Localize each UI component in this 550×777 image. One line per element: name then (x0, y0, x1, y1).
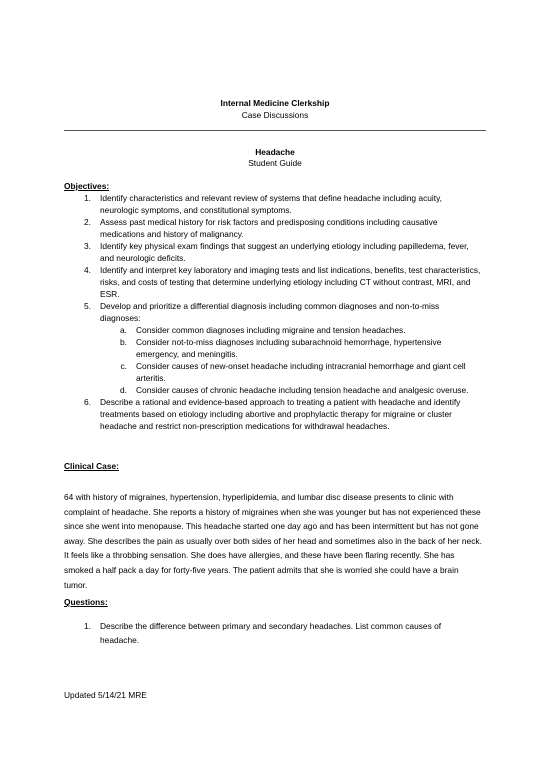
objective-item (84, 264, 482, 300)
objective-text: Identify key physical exam findings that suggest an underlying etiology including papilledema, fever, and neurologic deficits. (100, 241, 469, 263)
question-number: 1. (84, 621, 91, 631)
clinical-case-text: 64 with history of migraines, hypertension, hyperlipidemia, and lumbar disc disease presents to clinic with complaint of headache. She reports a history of migraines when she was younger but has not experienced these since she went into menopause. This headache started one day ago and has been intermittent but has not gone away. She describes the pain as usually over both sides of her head and sometimes also in the back of her neck. It feels like a throbbing sensation. She does have allergies, and these have been flaring recently. She has smoked a half pack a day for forty-five years. The patient admits that she is worried she could have a brain tumor. (64, 492, 482, 590)
objective-number: 4. (84, 265, 91, 275)
objective-item (84, 192, 482, 216)
clinical-case-heading: Clinical Case: (64, 461, 119, 471)
differential-sublist (100, 324, 482, 396)
header-divider (64, 130, 486, 131)
subobjective-item (120, 384, 482, 396)
clerkship-title: Internal Medicine Clerkship (220, 98, 330, 108)
subobjective-letter: a. (120, 325, 127, 335)
questions-list (64, 619, 482, 647)
objective-number: 6. (84, 397, 91, 407)
subobjective-text: Consider causes of chronic headache including tension headache and analgesic overuse. (136, 385, 469, 395)
subobjective-letter: d. (120, 385, 127, 395)
subobjective-text: Consider causes of new-onset headache including intracranial hemorrhage and giant cell arteritis. (136, 361, 466, 383)
subobjective-text: Consider not-to-miss diagnoses including subarachnoid hemorrhage, hypertensive emergency, and meningitis. (136, 337, 442, 359)
objective-number: 3. (84, 241, 91, 251)
objective-text: Identify and interpret key laboratory and imaging tests and list indications, benefits, test characteristics, risks, and costs of testing that determine underlying etiology including CT without contrast, MRI, and ESR. (100, 265, 481, 299)
objective-number: 5. (84, 301, 91, 311)
objective-text: Assess past medical history for risk factors and predisposing conditions including causative medications and history of malignancy. (100, 217, 438, 239)
subobjective-item (120, 360, 482, 384)
subobjective-text: Consider common diagnoses including migraine and tension headaches. (136, 325, 406, 335)
objective-item (84, 240, 482, 264)
objective-item (84, 300, 482, 396)
questions-heading: Questions: (64, 597, 108, 607)
objective-text: Develop and prioritize a differential diagnosis including common diagnoses and non-to-miss diagnoses: (100, 301, 440, 323)
document-subtitle: Student Guide (248, 158, 302, 168)
objective-text: Describe a rational and evidence-based approach to treating a patient with headache and identify treatments based on etiology including abortive and prophylactic therapy for migraine or cluster headache and restrict non-prescription medications for withdrawal headaches. (100, 397, 461, 431)
objective-number: 1. (84, 193, 91, 203)
objective-number: 2. (84, 217, 91, 227)
subobjective-item (120, 336, 482, 360)
objective-item (84, 216, 482, 240)
objective-text: Identify characteristics and relevant review of systems that define headache including acuity, neurologic symptoms, and constitutional symptoms. (100, 193, 443, 215)
document-page (64, 0, 486, 777)
objectives-list (64, 192, 482, 432)
subobjective-item (120, 324, 482, 336)
objective-item (84, 396, 482, 432)
objectives-heading: Objectives: (64, 181, 110, 191)
clerkship-subtitle: Case Discussions (241, 110, 309, 120)
document-title: Headache (255, 147, 295, 157)
question-item (84, 619, 482, 647)
question-text: Describe the difference between primary and secondary headaches. List common causes of headache. (100, 621, 442, 645)
footer-updated: Updated 5/14/21 MRE (64, 690, 147, 700)
subobjective-letter: b. (120, 337, 127, 347)
subobjective-letter: c. (120, 361, 127, 371)
